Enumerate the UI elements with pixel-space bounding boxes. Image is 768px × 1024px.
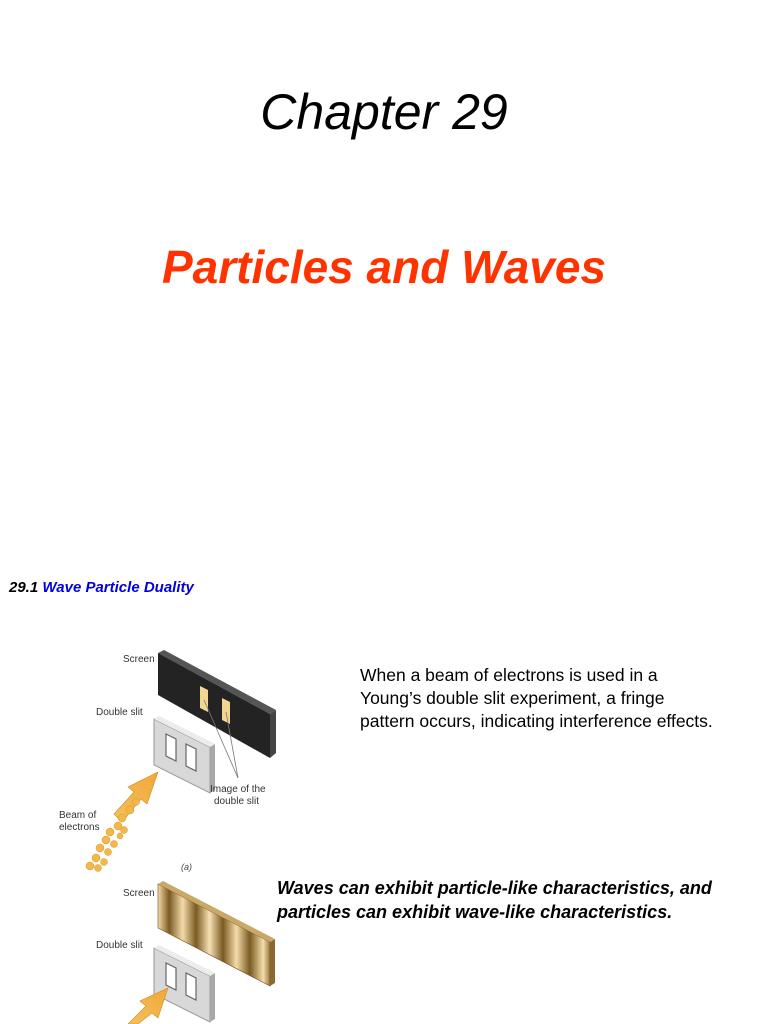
body-text: When a beam of electrons is used in a Young’s double slit experiment, a fringe pattern occurs, indicating interference effects. bbox=[360, 665, 713, 731]
double-slit-label-a: Double slit bbox=[96, 707, 143, 718]
double-slit-plate-a bbox=[154, 716, 215, 793]
section-title: Wave Particle Duality bbox=[42, 579, 194, 596]
part-a-label: (a) bbox=[181, 862, 192, 872]
chapter-title: Chapter 29 bbox=[260, 84, 508, 140]
image-label-line1: Image of the bbox=[210, 784, 266, 795]
image-label-line2: double slit bbox=[214, 796, 260, 807]
screen-label-a: Screen bbox=[123, 654, 155, 665]
key-statement: Waves can exhibit particle-like characteristics, and particles can exhibit wave-like characteristics. bbox=[277, 878, 712, 922]
double-slit-label-b: Double slit bbox=[96, 940, 143, 951]
double-slit-figure bbox=[50, 640, 290, 1024]
screen-label-b: Screen bbox=[123, 888, 155, 899]
beam-label-line2: electrons bbox=[59, 822, 100, 833]
beam-arrow-b bbox=[128, 988, 168, 1024]
main-title: Particles and Waves bbox=[161, 241, 607, 293]
section-number: 29.1 bbox=[9, 579, 39, 596]
section-heading bbox=[9, 579, 194, 596]
beam-label-line1: Beam of bbox=[59, 810, 97, 821]
double-slit-plate-b bbox=[154, 945, 215, 1022]
